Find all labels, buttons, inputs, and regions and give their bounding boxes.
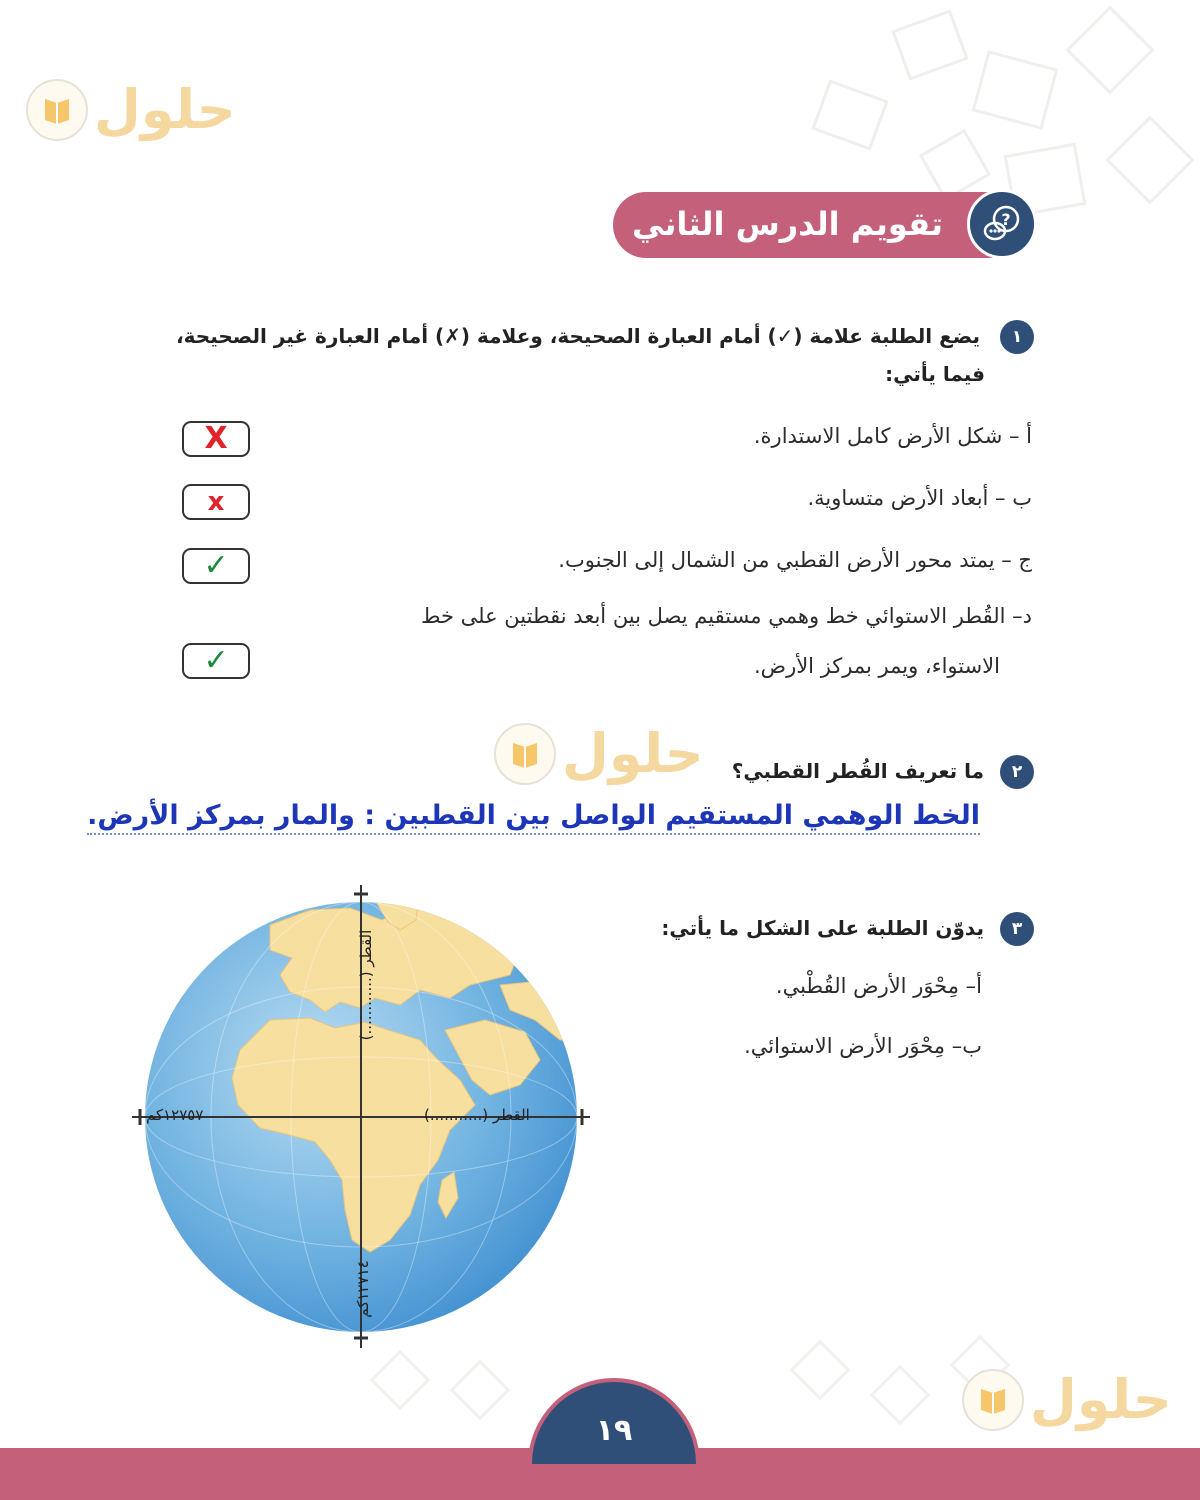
correct-mark-icon: ✓ bbox=[203, 643, 229, 678]
answer-box-c[interactable] bbox=[182, 548, 250, 584]
question-chat-icon bbox=[967, 189, 1037, 259]
banner-title: تقويم الدرس الثاني bbox=[632, 205, 943, 243]
page-number: ١٩ bbox=[595, 1413, 633, 1448]
watermark-word: حلول bbox=[562, 722, 704, 785]
book-icon bbox=[26, 79, 88, 141]
handwritten-answer: الخط الوهمي المستقيم الواصل بين القطبين : والمار بمركز الأرض. bbox=[87, 800, 980, 835]
question-2-prompt: ما تعريف القُطر القطبي؟ bbox=[731, 759, 984, 783]
equatorial-diameter-label: القطر (...........) bbox=[424, 1106, 530, 1124]
watermark-logo bbox=[494, 722, 704, 785]
watermark-logo bbox=[26, 78, 236, 141]
task-item-a: أ– مِحْوَر الأرض القُطْبي. bbox=[775, 974, 982, 998]
question-3-prompt: يدوّن الطلبة على الشكل ما يأتي: bbox=[661, 916, 984, 940]
book-icon bbox=[962, 1369, 1024, 1431]
task-item-b: ب– مِحْوَر الأرض الاستوائي. bbox=[744, 1034, 982, 1058]
wrong-mark-icon: x bbox=[207, 487, 225, 517]
question-1-prompt: يضع الطلبة علامة (✓) أمام العبارة الصحيحة، وعلامة (✗) أمام العبارة غير الصحيحة، bbox=[176, 324, 980, 348]
lesson-evaluation-banner bbox=[613, 192, 1033, 258]
book-icon bbox=[494, 723, 556, 785]
polar-diameter-value: ١٢٧١٤كم bbox=[354, 1260, 372, 1318]
equatorial-diameter-value: ١٢٧٥٧كم bbox=[146, 1106, 204, 1124]
watermark-word: حلول bbox=[1030, 1368, 1172, 1431]
answer-box-a[interactable] bbox=[182, 421, 250, 457]
statement-c: ج – يمتد محور الأرض القطبي من الشمال إلى الجنوب. bbox=[558, 548, 1032, 572]
question-number-badge: ١ bbox=[1000, 320, 1034, 354]
statement-b: ب – أبعاد الأرض متساوية. bbox=[807, 486, 1032, 510]
question-number-badge: ٢ bbox=[1000, 755, 1034, 789]
statement-d-continued: الاستواء، ويمر بمركز الأرض. bbox=[754, 654, 1000, 678]
svg-text:?: ? bbox=[1001, 210, 1011, 229]
answer-box-b[interactable] bbox=[182, 484, 250, 520]
watermark-word: حلول bbox=[94, 78, 236, 141]
wrong-mark-icon: X bbox=[204, 421, 228, 456]
question-number-badge: ٣ bbox=[1000, 912, 1034, 946]
statement-a: أ – شكل الأرض كامل الاستدارة. bbox=[753, 424, 1032, 448]
watermark-logo bbox=[962, 1368, 1172, 1431]
statement-d: د– القُطر الاستوائي خط وهمي مستقيم يصل بين أبعد نقطتين على خط bbox=[421, 604, 1032, 628]
correct-mark-icon: ✓ bbox=[203, 548, 229, 583]
question-1-prompt-continued: فيما يأتي: bbox=[885, 362, 985, 386]
polar-diameter-label: القطر (............) bbox=[357, 929, 375, 1041]
answer-box-d[interactable] bbox=[182, 643, 250, 679]
